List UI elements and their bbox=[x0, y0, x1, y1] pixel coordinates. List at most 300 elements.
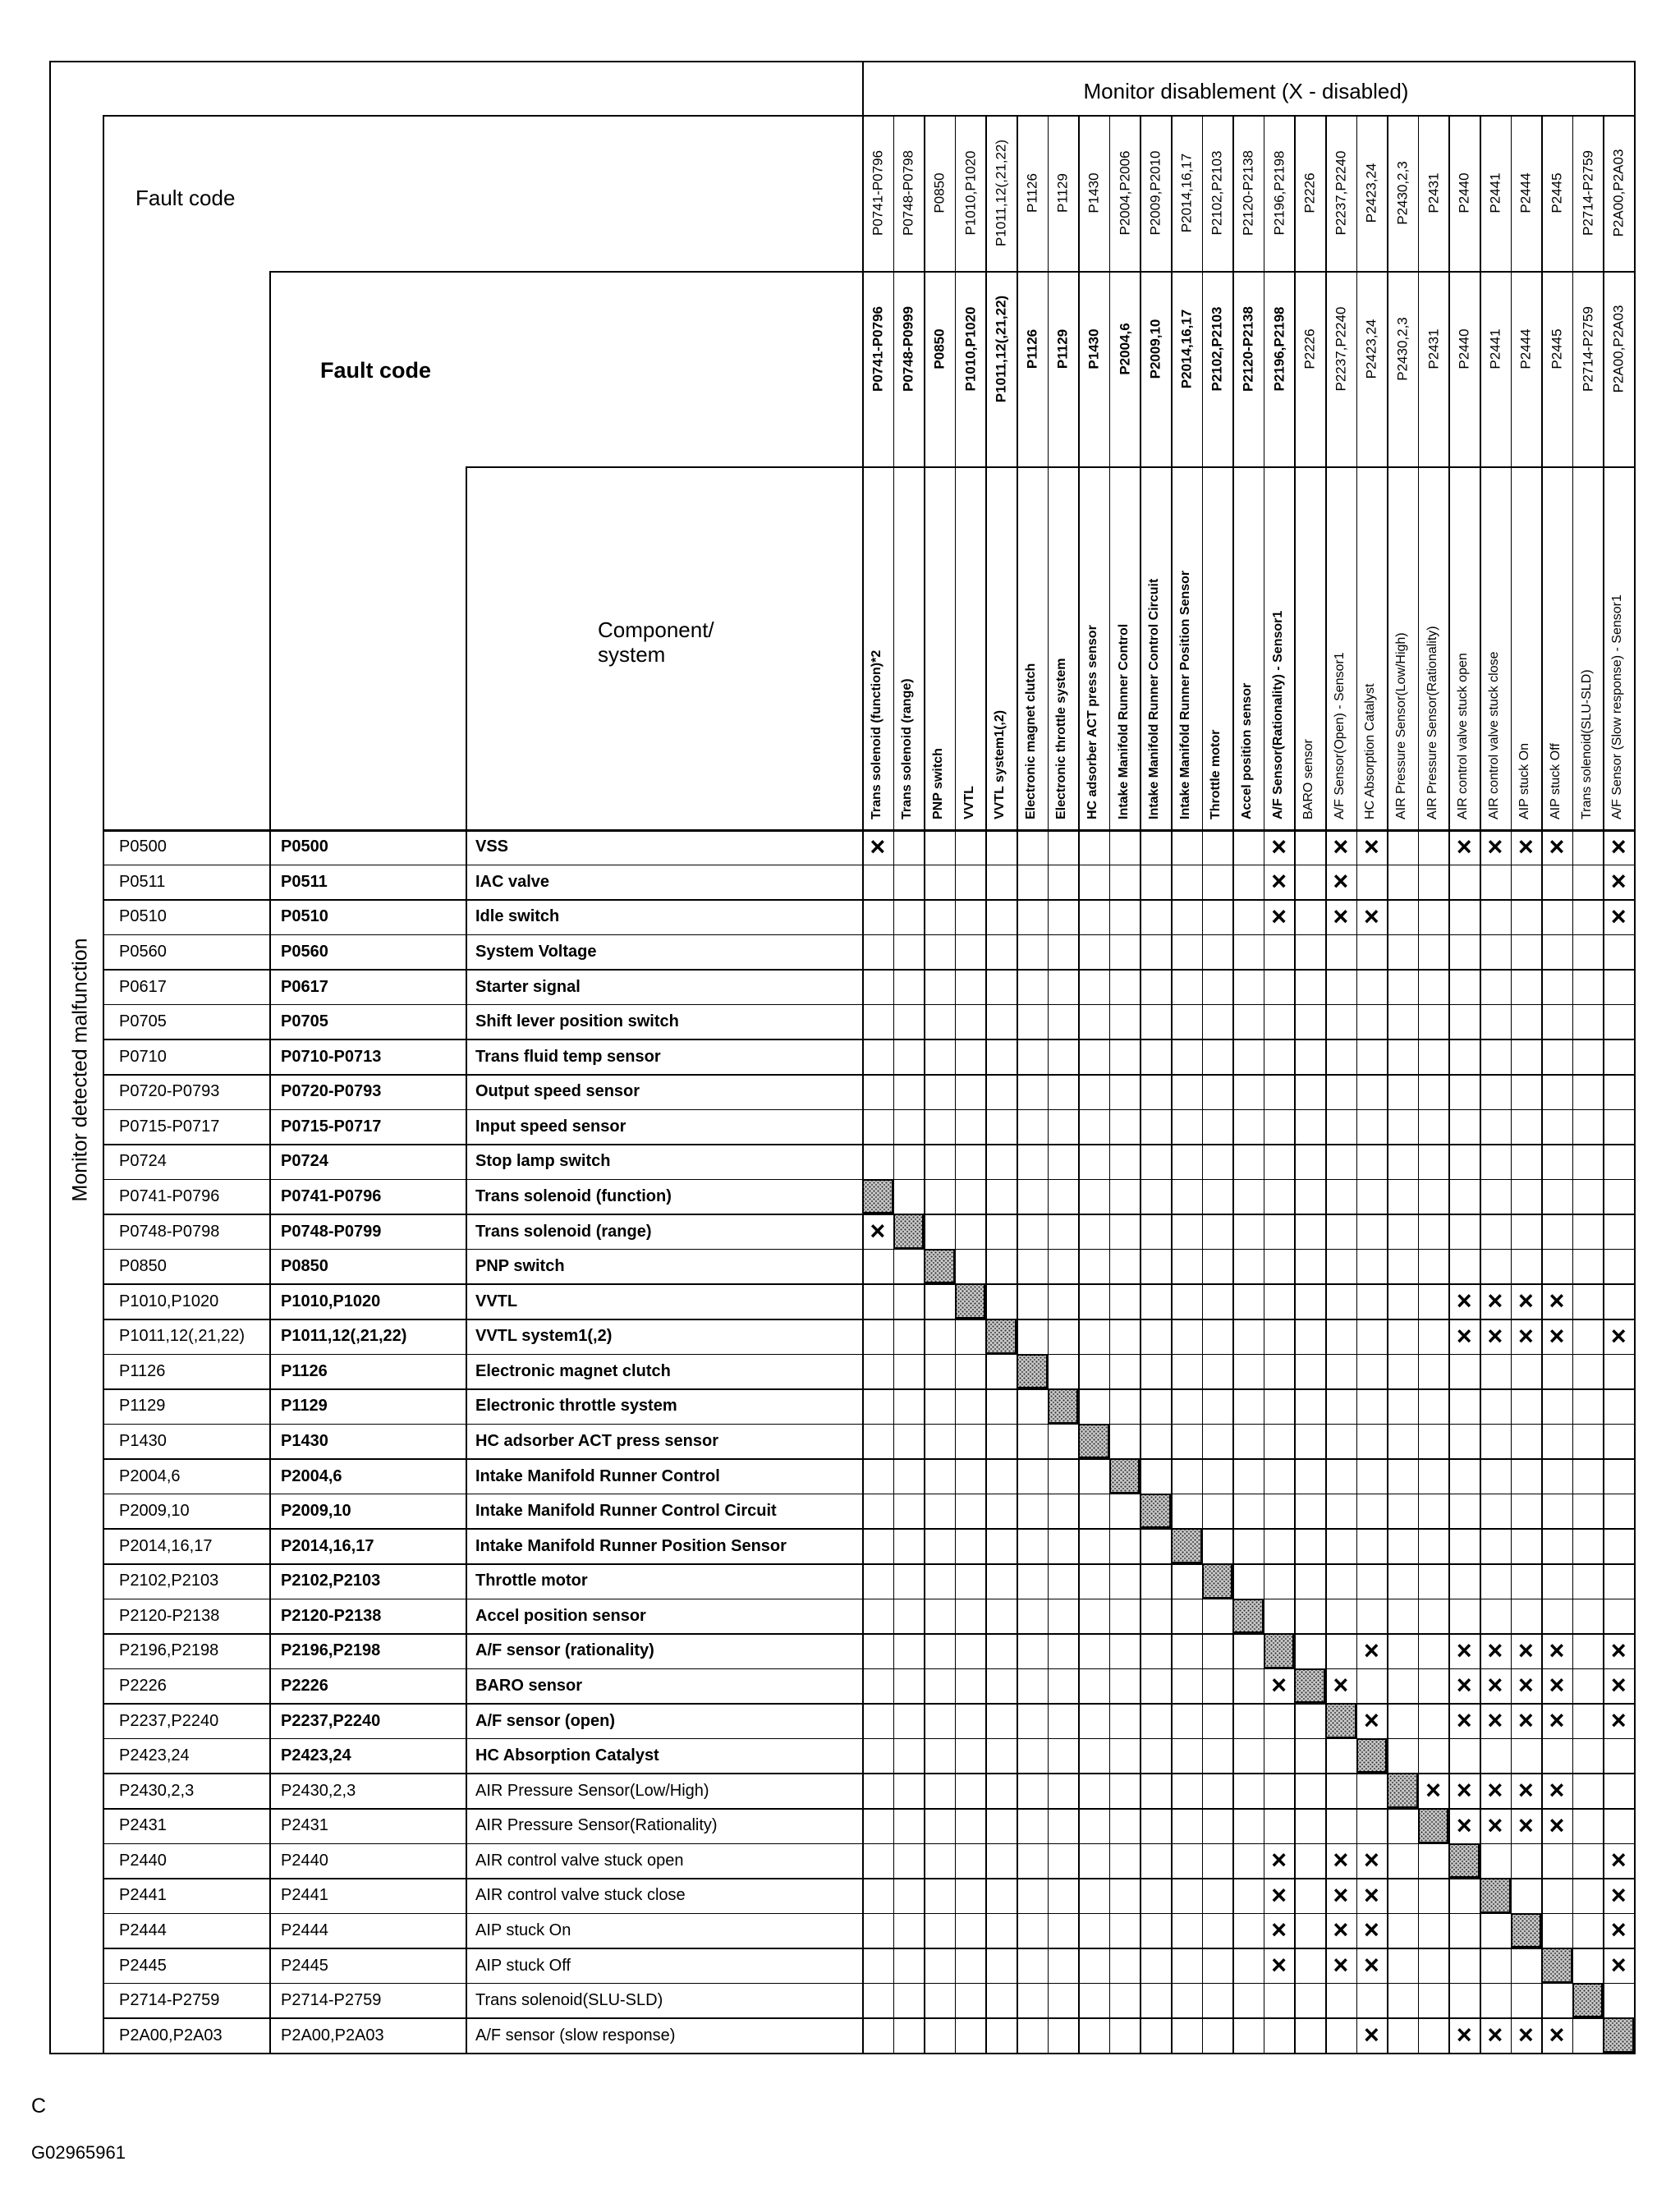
disabled-x-mark: × bbox=[1425, 1775, 1441, 1806]
column-code-header: P1010,P1020 bbox=[962, 150, 979, 236]
monitor-header-level3-line bbox=[862, 466, 1634, 468]
disabled-x-mark: × bbox=[1610, 1845, 1627, 1875]
column-code-header: P2445 bbox=[1549, 172, 1565, 213]
column-code-header-2: P2004,6 bbox=[1117, 323, 1133, 375]
disabled-x-mark: × bbox=[1333, 866, 1349, 897]
diagonal-self-cell bbox=[985, 1319, 1017, 1354]
disabled-x-mark: × bbox=[1487, 1670, 1503, 1700]
row-divider bbox=[103, 1563, 1634, 1565]
row-component: Trans solenoid (range) bbox=[475, 1222, 652, 1241]
disabled-x-mark: × bbox=[1364, 1879, 1379, 1910]
column-code-header: P1430 bbox=[1085, 172, 1102, 213]
row-divider bbox=[103, 1424, 1634, 1425]
column-component-header: Electronic throttle system bbox=[1054, 658, 1069, 819]
column-code-header-2: P2431 bbox=[1425, 328, 1442, 369]
column-component-header: Electronic magnet clutch bbox=[1023, 663, 1038, 819]
row-fault-code: P0500 bbox=[119, 838, 167, 856]
column-code-header: P0748-P0798 bbox=[900, 150, 916, 236]
row-divider bbox=[103, 1494, 1634, 1495]
row-fault-code-2: P2441 bbox=[281, 1886, 328, 1905]
disabled-x-mark: × bbox=[1333, 1915, 1349, 1945]
row-fault-code: P2237,P2240 bbox=[119, 1711, 219, 1730]
column-divider bbox=[1264, 115, 1265, 2053]
diagonal-self-cell bbox=[1325, 1703, 1356, 1738]
row-component: Accel position sensor bbox=[475, 1606, 646, 1625]
row-divider bbox=[103, 1948, 1634, 1949]
row-fault-code-2: P0710-P0713 bbox=[281, 1047, 382, 1066]
disabled-x-mark: × bbox=[1271, 831, 1287, 861]
row-component: HC adsorber ACT press sensor bbox=[475, 1432, 719, 1450]
row-component: Idle switch bbox=[475, 907, 560, 926]
row-fault-code: P2120-P2138 bbox=[119, 1606, 220, 1625]
column-code-header: P2423,24 bbox=[1363, 163, 1379, 223]
disabled-x-mark: × bbox=[1610, 1879, 1627, 1910]
column-divider bbox=[1171, 115, 1173, 2053]
column-code-header-2: P1011,12(,21,22) bbox=[993, 295, 1009, 403]
disabled-x-mark: × bbox=[1549, 1670, 1565, 1700]
disabled-x-mark: × bbox=[1549, 1705, 1565, 1736]
disabled-x-mark: × bbox=[1518, 1320, 1534, 1351]
row-fault-code-2: P0715-P0717 bbox=[281, 1117, 382, 1136]
disabled-x-mark: × bbox=[1549, 1635, 1565, 1665]
column-divider bbox=[893, 115, 895, 2053]
column-divider bbox=[1294, 115, 1296, 2053]
column-divider bbox=[1418, 115, 1420, 2053]
row-fault-code-2: P1126 bbox=[281, 1361, 328, 1380]
row-component: Starter signal bbox=[475, 977, 581, 996]
row-fault-code: P2004,6 bbox=[119, 1466, 181, 1485]
component-system-header: Component/ system bbox=[598, 617, 714, 667]
column-component-header: AIP stuck Off bbox=[1549, 743, 1563, 819]
column-code-header-2: P1430 bbox=[1085, 328, 1102, 369]
disabled-x-mark: × bbox=[1610, 901, 1627, 931]
row-component: HC Absorption Catalyst bbox=[475, 1746, 659, 1765]
row-component: AIR Pressure Sensor(Low/High) bbox=[475, 1781, 709, 1800]
outer-border-right bbox=[1634, 61, 1636, 2054]
disabled-x-mark: × bbox=[1456, 1705, 1472, 1736]
disabled-x-mark: × bbox=[1364, 1915, 1379, 1945]
diagonal-self-cell bbox=[893, 1214, 925, 1249]
row-fault-code-2: P2102,P2103 bbox=[281, 1572, 381, 1590]
row-fault-code-2: P2226 bbox=[281, 1677, 328, 1695]
column-code-header-2: P2441 bbox=[1487, 328, 1503, 369]
column-code-header: P2441 bbox=[1487, 172, 1503, 213]
column-code-header-2: P2237,P2240 bbox=[1333, 306, 1349, 392]
diagonal-self-cell bbox=[1109, 1458, 1140, 1494]
row-divider bbox=[103, 1039, 1634, 1040]
row-fault-code-2: P0720-P0793 bbox=[281, 1082, 382, 1101]
column-code-header: P2120-P2138 bbox=[1240, 150, 1256, 236]
column-code-header: P2440 bbox=[1456, 172, 1472, 213]
diagonal-self-cell bbox=[1017, 1354, 1048, 1389]
row-fault-code: P2226 bbox=[119, 1677, 167, 1695]
row-component: Intake Manifold Runner Control bbox=[475, 1466, 720, 1485]
column-code-header: P2430,2,3 bbox=[1394, 161, 1411, 225]
row-component: Input speed sensor bbox=[475, 1117, 626, 1136]
second-code-column-left bbox=[269, 271, 271, 2053]
column-code-header-2: P2714-P2759 bbox=[1580, 306, 1596, 392]
row-fault-code-2: P0511 bbox=[281, 872, 328, 891]
column-code-header: P2226 bbox=[1301, 172, 1318, 213]
diagonal-self-cell bbox=[924, 1249, 955, 1284]
row-fault-code: P0715-P0717 bbox=[119, 1117, 220, 1136]
column-divider bbox=[1325, 115, 1327, 2053]
column-code-header-2: P2423,24 bbox=[1363, 319, 1379, 379]
column-divider bbox=[1572, 115, 1574, 2053]
diagonal-self-cell bbox=[1480, 1878, 1511, 1913]
column-component-header: A/F Sensor(Open) - Sensor1 bbox=[1332, 652, 1347, 819]
column-code-header: P2A00,P2A03 bbox=[1610, 149, 1627, 237]
column-component-header: Trans solenoid (function)*2 bbox=[869, 649, 883, 819]
disabled-x-mark: × bbox=[1518, 1775, 1534, 1806]
row-divider bbox=[103, 2017, 1634, 2019]
row-component: Stop lamp switch bbox=[475, 1152, 611, 1171]
row-divider bbox=[103, 1144, 1634, 1145]
disabled-x-mark: × bbox=[1333, 831, 1349, 861]
disabled-x-mark: × bbox=[1333, 901, 1349, 931]
column-component-header: AIR control valve stuck close bbox=[1486, 651, 1501, 819]
outer-border-bottom bbox=[49, 2053, 1634, 2054]
diagonal-self-cell bbox=[955, 1283, 986, 1319]
column-component-header: A/F Sensor (Slow response) - Sensor1 bbox=[1610, 594, 1625, 819]
column-code-header-2: P2226 bbox=[1301, 328, 1318, 369]
row-fault-code-2: P2431 bbox=[281, 1816, 328, 1835]
column-divider bbox=[955, 115, 957, 2053]
disabled-x-mark: × bbox=[1364, 1845, 1379, 1875]
disabled-x-mark: × bbox=[1610, 1705, 1627, 1736]
row-divider bbox=[103, 1808, 1634, 1810]
disabled-x-mark: × bbox=[1487, 1705, 1503, 1736]
row-component: AIP stuck On bbox=[475, 1921, 571, 1939]
disabled-x-mark: × bbox=[1456, 831, 1472, 861]
disabled-x-mark: × bbox=[1271, 866, 1287, 897]
row-fault-code: P2102,P2103 bbox=[119, 1572, 219, 1590]
column-component-header: Trans solenoid (range) bbox=[900, 678, 915, 819]
row-fault-code: P1430 bbox=[119, 1432, 167, 1450]
column-component-header: Intake Manifold Runner Control bbox=[1116, 623, 1131, 819]
row-fault-code-2: P2440 bbox=[281, 1851, 328, 1870]
column-code-header-2: P0741-P0796 bbox=[870, 306, 886, 392]
row-divider bbox=[103, 1668, 1634, 1670]
row-component: BARO sensor bbox=[475, 1677, 583, 1695]
row-component: Throttle motor bbox=[475, 1572, 588, 1590]
row-divider bbox=[103, 1388, 1634, 1390]
row-component: VVTL bbox=[475, 1292, 518, 1310]
disabled-x-mark: × bbox=[1610, 1635, 1627, 1665]
column-code-header: P2009,P2010 bbox=[1147, 150, 1163, 236]
row-fault-code: P2714-P2759 bbox=[119, 1991, 220, 2010]
row-component: VSS bbox=[475, 838, 509, 856]
column-code-header-2: P2014,16,17 bbox=[1178, 309, 1195, 389]
disabled-x-mark: × bbox=[1610, 1950, 1627, 1980]
row-divider bbox=[103, 865, 1634, 866]
disabled-x-mark: × bbox=[1456, 1286, 1472, 1316]
row-fault-code-2: P2120-P2138 bbox=[281, 1606, 382, 1625]
disabled-x-mark: × bbox=[1518, 1635, 1534, 1665]
column-divider bbox=[1109, 115, 1111, 2053]
disabled-x-mark: × bbox=[1271, 1879, 1287, 1910]
disabled-x-mark: × bbox=[1271, 1845, 1287, 1875]
footer-letter: C bbox=[31, 2095, 47, 2118]
row-fault-code-2: P0510 bbox=[281, 907, 328, 926]
row-divider bbox=[103, 1599, 1634, 1600]
column-divider bbox=[1387, 115, 1388, 2053]
diagonal-self-cell bbox=[1541, 1948, 1572, 1983]
diagonal-self-cell bbox=[1387, 1773, 1418, 1808]
row-fault-code-2: P0724 bbox=[281, 1152, 328, 1171]
row-divider bbox=[103, 969, 1634, 971]
disabled-x-mark: × bbox=[1364, 1950, 1379, 1980]
row-fault-code: P2444 bbox=[119, 1921, 167, 1939]
column-divider bbox=[985, 115, 987, 2053]
column-divider bbox=[1603, 115, 1604, 2053]
column-component-header: Intake Manifold Runner Control Circuit bbox=[1147, 578, 1162, 819]
row-fault-code-2: P2009,10 bbox=[281, 1502, 351, 1521]
row-fault-code: P0741-P0796 bbox=[119, 1187, 220, 1205]
row-fault-code-2: P0748-P0799 bbox=[281, 1222, 382, 1241]
footer-figure-id: G02965961 bbox=[31, 2142, 126, 2163]
disabled-x-mark: × bbox=[1549, 1775, 1565, 1806]
row-divider bbox=[103, 1983, 1634, 1985]
row-component: AIR control valve stuck close bbox=[475, 1886, 686, 1905]
row-fault-code: P1010,P1020 bbox=[119, 1292, 219, 1310]
disabled-x-mark: × bbox=[1610, 1915, 1627, 1945]
row-fault-code-2: P2444 bbox=[281, 1921, 328, 1939]
diagonal-self-cell bbox=[1048, 1388, 1079, 1424]
row-fault-code-2: P1430 bbox=[281, 1432, 328, 1450]
row-fault-code-2: P2430,2,3 bbox=[281, 1781, 356, 1800]
column-component-header: VVTL bbox=[962, 786, 976, 819]
fault-code-header-1: Fault code bbox=[135, 186, 236, 210]
header-level3-line bbox=[466, 466, 862, 468]
row-fault-code-2: P0500 bbox=[281, 838, 328, 856]
disabled-x-mark: × bbox=[1271, 1950, 1287, 1980]
row-fault-code: P2440 bbox=[119, 1851, 167, 1870]
column-component-header: AIR control valve stuck open bbox=[1456, 653, 1471, 819]
row-component: VVTL system1(,2) bbox=[475, 1327, 613, 1346]
column-divider bbox=[924, 115, 925, 2053]
row-fault-code: P2196,P2198 bbox=[119, 1641, 219, 1660]
disabled-x-mark: × bbox=[1271, 1915, 1287, 1945]
row-code-column-left bbox=[103, 115, 104, 2053]
column-component-header: Accel position sensor bbox=[1240, 682, 1254, 819]
row-component: Electronic throttle system bbox=[475, 1397, 677, 1416]
diagonal-self-cell bbox=[1572, 1983, 1604, 2018]
column-code-header: P2714-P2759 bbox=[1580, 150, 1596, 236]
disabled-x-mark: × bbox=[1610, 866, 1627, 897]
column-code-header: P2004,P2006 bbox=[1117, 150, 1133, 236]
column-component-header: PNP switch bbox=[931, 748, 945, 819]
row-divider bbox=[103, 1633, 1634, 1635]
row-component: Trans solenoid (function) bbox=[475, 1187, 672, 1205]
diagonal-self-cell bbox=[1264, 1633, 1295, 1668]
diagonal-self-cell bbox=[1140, 1494, 1171, 1529]
monitor-section-divider bbox=[862, 61, 864, 2053]
disabled-x-mark: × bbox=[1487, 831, 1503, 861]
column-component-header: VVTL system1(,2) bbox=[993, 709, 1007, 819]
row-fault-code: P1011,12(,21,22) bbox=[119, 1327, 246, 1346]
column-code-header-2: P2430,2,3 bbox=[1394, 317, 1411, 381]
diagonal-self-cell bbox=[1448, 1843, 1480, 1879]
row-fault-code: P2014,16,17 bbox=[119, 1536, 213, 1555]
column-divider bbox=[1232, 115, 1234, 2053]
column-code-header-2: P2120-P2138 bbox=[1240, 306, 1256, 392]
monitor-detected-malfunction-label: Monitor detected malfunction bbox=[68, 938, 92, 1202]
row-fault-code: P0705 bbox=[119, 1012, 167, 1031]
row-component: Trans solenoid(SLU-SLD) bbox=[475, 1991, 663, 2010]
column-code-header-2: P0748-P0999 bbox=[900, 306, 916, 392]
disabled-x-mark: × bbox=[1456, 2020, 1472, 2050]
disabled-x-mark: × bbox=[1518, 2020, 1534, 2050]
row-fault-code-2: P2A00,P2A03 bbox=[281, 2026, 384, 2044]
column-code-header: P1129 bbox=[1054, 173, 1071, 213]
column-divider bbox=[1048, 115, 1049, 2053]
monitor-disablement-title: Monitor disablement (X - disabled) bbox=[1083, 79, 1409, 103]
diagonal-self-cell bbox=[1356, 1738, 1388, 1774]
disabled-x-mark: × bbox=[1549, 1320, 1565, 1351]
disabled-x-mark: × bbox=[1456, 1810, 1472, 1840]
disabled-x-mark: × bbox=[1271, 1670, 1287, 1700]
column-code-header: P1126 bbox=[1024, 173, 1040, 213]
column-component-header: HC Absorption Catalyst bbox=[1363, 683, 1378, 819]
disabled-x-mark: × bbox=[1487, 1810, 1503, 1840]
diagonal-self-cell bbox=[1294, 1668, 1325, 1704]
row-component: A/F sensor (open) bbox=[475, 1711, 616, 1730]
disabled-x-mark: × bbox=[1487, 2020, 1503, 2050]
disabled-x-mark: × bbox=[1487, 1286, 1503, 1316]
row-fault-code: P0720-P0793 bbox=[119, 1082, 220, 1101]
disabled-x-mark: × bbox=[1487, 1635, 1503, 1665]
column-code-header-2: P2196,P2198 bbox=[1271, 306, 1287, 392]
row-divider bbox=[103, 1843, 1634, 1845]
column-code-header-2: P0850 bbox=[931, 328, 948, 369]
row-divider bbox=[103, 1458, 1634, 1460]
row-component: Output speed sensor bbox=[475, 1082, 640, 1101]
row-component: AIP stuck Off bbox=[475, 1956, 571, 1975]
row-component: System Voltage bbox=[475, 943, 597, 961]
column-component-header: BARO sensor bbox=[1301, 739, 1316, 819]
column-code-header: P2102,P2103 bbox=[1209, 150, 1225, 236]
row-fault-code-2: P1010,P1020 bbox=[281, 1292, 381, 1310]
column-component-header: Intake Manifold Runner Position Sensor bbox=[1177, 570, 1192, 819]
disabled-x-mark: × bbox=[870, 831, 886, 861]
row-fault-code: P2423,24 bbox=[119, 1746, 190, 1765]
column-divider bbox=[1448, 115, 1450, 2053]
disabled-x-mark: × bbox=[1518, 1705, 1534, 1736]
disabled-x-mark: × bbox=[1271, 901, 1287, 931]
row-divider bbox=[103, 934, 1634, 936]
row-divider bbox=[103, 1354, 1634, 1356]
disabled-x-mark: × bbox=[1518, 1810, 1534, 1840]
row-fault-code: P0748-P0798 bbox=[119, 1222, 220, 1241]
column-component-header: Trans solenoid(SLU-SLD) bbox=[1579, 669, 1594, 819]
column-divider bbox=[1541, 115, 1543, 2053]
disabled-x-mark: × bbox=[1456, 1775, 1472, 1806]
disabled-x-mark: × bbox=[1610, 1320, 1627, 1351]
fault-code-header-2: Fault code bbox=[320, 358, 432, 383]
row-fault-code: P2441 bbox=[119, 1886, 167, 1905]
header-level2-line bbox=[269, 271, 862, 273]
row-component: Intake Manifold Runner Control Circuit bbox=[475, 1502, 777, 1521]
column-code-header-2: P2A00,P2A03 bbox=[1610, 305, 1627, 393]
disabled-x-mark: × bbox=[1487, 1775, 1503, 1806]
disabled-x-mark: × bbox=[1333, 1670, 1349, 1700]
outer-border-left bbox=[49, 61, 51, 2053]
row-component: AIR Pressure Sensor(Rationality) bbox=[475, 1816, 718, 1835]
column-divider bbox=[1078, 115, 1080, 2053]
column-divider bbox=[1140, 115, 1141, 2053]
component-column-left bbox=[466, 466, 467, 2053]
row-fault-code: P0511 bbox=[119, 872, 166, 891]
disabled-x-mark: × bbox=[1456, 1320, 1472, 1351]
diagonal-self-cell bbox=[1171, 1528, 1202, 1563]
column-code-header-2: P2440 bbox=[1456, 328, 1472, 369]
row-fault-code: P1126 bbox=[119, 1361, 166, 1380]
fault-code-block-top bbox=[103, 115, 862, 117]
row-fault-code-2: P1129 bbox=[281, 1397, 328, 1416]
diagonal-self-cell bbox=[862, 1179, 893, 1214]
disabled-x-mark: × bbox=[1610, 831, 1627, 861]
row-fault-code-2: P2014,16,17 bbox=[281, 1536, 374, 1555]
row-fault-code-2: P2714-P2759 bbox=[281, 1991, 382, 2010]
row-component: AIR control valve stuck open bbox=[475, 1851, 684, 1870]
row-fault-code: P1129 bbox=[119, 1397, 166, 1416]
row-fault-code: P2430,2,3 bbox=[119, 1781, 195, 1800]
row-fault-code-2: P1011,12(,21,22) bbox=[281, 1327, 407, 1346]
column-code-header: P2237,P2240 bbox=[1333, 150, 1349, 236]
column-code-header: P2014,16,17 bbox=[1178, 153, 1195, 233]
disabled-x-mark: × bbox=[870, 1216, 886, 1246]
column-code-header: P2196,P2198 bbox=[1271, 150, 1287, 236]
column-code-header-2: P2444 bbox=[1517, 328, 1534, 369]
row-divider bbox=[103, 1109, 1634, 1111]
disabled-x-mark: × bbox=[1518, 1286, 1534, 1316]
disabled-x-mark: × bbox=[1456, 1670, 1472, 1700]
row-component: Electronic magnet clutch bbox=[475, 1361, 671, 1380]
row-fault-code: P0560 bbox=[119, 943, 167, 961]
column-code-header-2: P1010,P1020 bbox=[962, 306, 979, 392]
disabled-x-mark: × bbox=[1549, 2020, 1565, 2050]
row-fault-code-2: P0705 bbox=[281, 1012, 328, 1031]
column-code-header: P2444 bbox=[1517, 172, 1534, 213]
row-divider bbox=[103, 1703, 1634, 1705]
monitor-title-underline bbox=[862, 115, 1634, 117]
diagonal-self-cell bbox=[1418, 1808, 1449, 1843]
column-code-header: P1011,12(,21,22) bbox=[993, 139, 1009, 247]
disabled-x-mark: × bbox=[1364, 2020, 1379, 2050]
disabled-x-mark: × bbox=[1518, 831, 1534, 861]
diagonal-self-cell bbox=[1078, 1424, 1109, 1459]
column-code-header: P0850 bbox=[931, 172, 948, 213]
disabled-x-mark: × bbox=[1610, 1670, 1627, 1700]
row-component: Intake Manifold Runner Position Sensor bbox=[475, 1536, 787, 1555]
row-component: Shift lever position switch bbox=[475, 1012, 679, 1031]
row-fault-code: P0850 bbox=[119, 1257, 167, 1276]
row-fault-code-2: P2004,6 bbox=[281, 1466, 342, 1485]
row-fault-code-2: P0850 bbox=[281, 1257, 328, 1276]
row-fault-code-2: P2423,24 bbox=[281, 1746, 351, 1765]
column-code-header-2: P2009,10 bbox=[1147, 319, 1163, 379]
disabled-x-mark: × bbox=[1333, 1845, 1349, 1875]
row-fault-code-2: P2196,P2198 bbox=[281, 1641, 381, 1660]
column-divider bbox=[1202, 115, 1204, 2053]
row-divider bbox=[103, 1074, 1634, 1076]
row-fault-code: P2009,10 bbox=[119, 1502, 190, 1521]
monitor-header-level2-line bbox=[862, 271, 1634, 273]
row-fault-code-2: P0560 bbox=[281, 943, 328, 961]
disabled-x-mark: × bbox=[1549, 831, 1565, 861]
disabled-x-mark: × bbox=[1364, 1705, 1379, 1736]
